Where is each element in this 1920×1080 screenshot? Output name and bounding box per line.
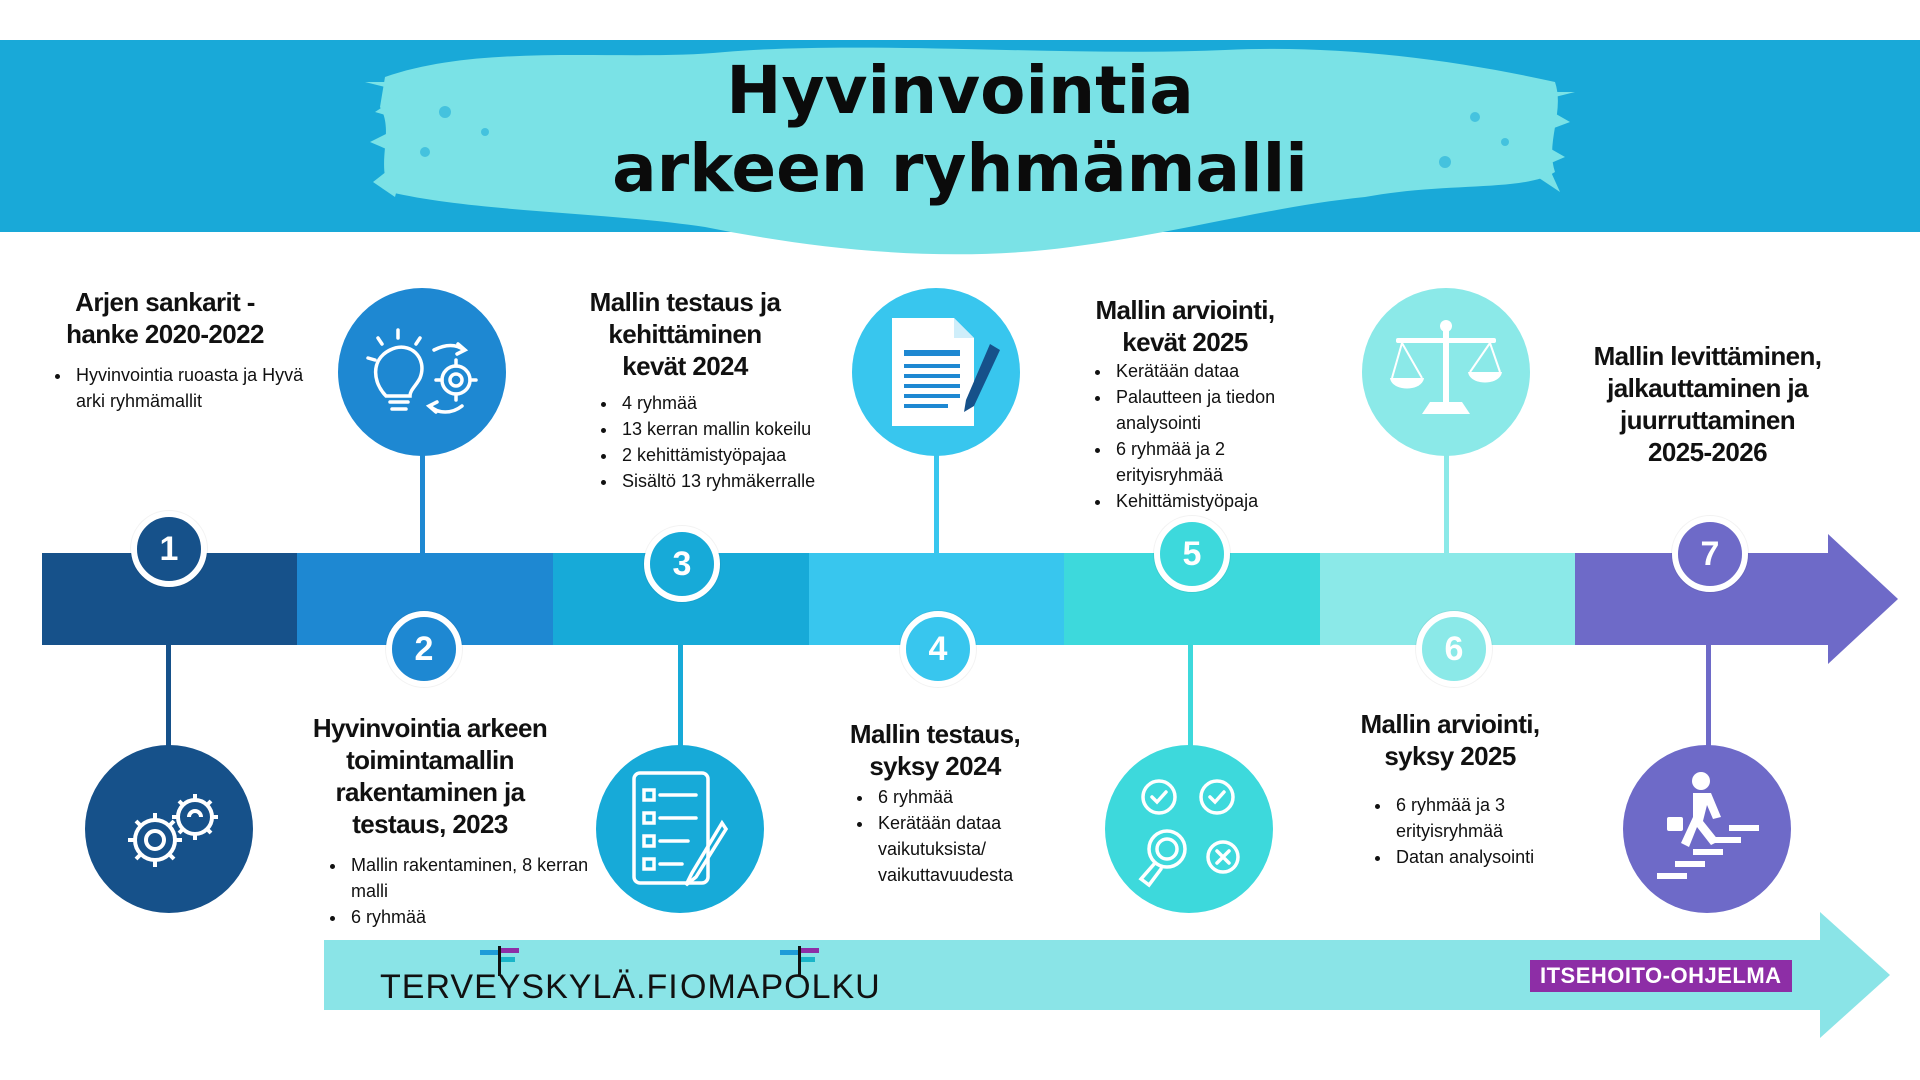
step-6-bullets <box>1370 792 1592 870</box>
step-number-2: 2 <box>386 611 462 687</box>
list-item: • Mallin rakentaminen, 8 kerran malli <box>347 852 592 904</box>
checklist-icon <box>596 745 764 913</box>
terveyskyla-logo: TERVEYSKYLÄ.FI <box>380 968 679 1006</box>
gears-check-search-icon <box>1105 745 1273 913</box>
page-title: Hyvinvointia arkeen ryhmämalli <box>612 52 1308 207</box>
connector-2 <box>420 455 425 555</box>
step-3-bullets <box>596 390 878 494</box>
step-2-heading: Hyvinvointia arkeen toimintamallin rakentaminen ja testaus, 2023 <box>312 713 548 839</box>
list-item: • Sisältö 13 ryhmäkerralle <box>618 468 878 494</box>
idea-to-gear-icon <box>338 288 506 456</box>
step-number-3: 3 <box>644 526 720 602</box>
list-item: • 13 kerran mallin kokeilu <box>618 416 878 442</box>
list-item: • Kerätään dataa <box>1112 358 1332 384</box>
step-6-heading: Mallin arviointi, syksy 2025 <box>1360 709 1540 771</box>
step-7-heading: Mallin levittäminen, jalkauttaminen ja juurruttaminen 2025-2026 <box>1593 341 1822 467</box>
step-number-1: 1 <box>131 511 207 587</box>
connector-1 <box>166 630 171 750</box>
step-2-bullets <box>325 852 592 930</box>
step-number-5: 5 <box>1154 516 1230 592</box>
step-number-7: 7 <box>1672 516 1748 592</box>
step-4-heading: Mallin testaus, syksy 2024 <box>849 719 1021 781</box>
connector-5 <box>1188 640 1193 750</box>
step-1-heading: Arjen sankarit - hanke 2020-2022 <box>66 287 264 349</box>
connector-7 <box>1706 640 1711 750</box>
step-4-bullets <box>852 784 1074 888</box>
list-item: • Palautteen ja tiedon analysointi <box>1112 384 1332 436</box>
scales-icon <box>1362 288 1530 456</box>
timeline-arrowhead <box>1828 534 1898 664</box>
list-item: • Hyvinvointia ruoasta ja Hyvä arki ryhmämallit <box>72 362 312 414</box>
step-number-6: 6 <box>1416 611 1492 687</box>
gears-icon <box>85 745 253 913</box>
list-item: • Kerätään dataa vaikutuksista/ vaikuttavuudesta <box>874 810 1074 888</box>
step-3-heading: Mallin testaus ja kehittäminen kevät 2024 <box>589 287 781 381</box>
list-item: • 6 ryhmää <box>874 784 1074 810</box>
omapolku-logo: OMAPOLKU <box>680 968 881 1006</box>
bottom-arrowhead <box>1820 912 1890 1038</box>
step-1-bullets <box>50 362 312 414</box>
person-climbing-stairs-icon <box>1623 745 1791 913</box>
list-item: • 4 ryhmää <box>618 390 878 416</box>
connector-6 <box>1444 455 1449 555</box>
step-5-heading: Mallin arviointi, kevät 2025 <box>1095 295 1275 357</box>
list-item: • 2 kehittämistyöpajaa <box>618 442 878 468</box>
list-item: • Datan analysointi <box>1392 844 1592 870</box>
step-number-4: 4 <box>900 611 976 687</box>
step-5-bullets <box>1090 358 1332 514</box>
list-item: • 6 ryhmää ja 2 erityisryhmää <box>1112 436 1332 488</box>
connector-3 <box>678 640 683 750</box>
itsehoito-ohjelma-badge: ITSEHOITO-OHJELMA <box>1530 960 1792 992</box>
connector-4 <box>934 455 939 555</box>
list-item: • Kehittämistyöpaja <box>1112 488 1332 514</box>
list-item: • 6 ryhmää <box>347 904 592 930</box>
list-item: • 6 ryhmää ja 3 erityisryhmää <box>1392 792 1592 844</box>
